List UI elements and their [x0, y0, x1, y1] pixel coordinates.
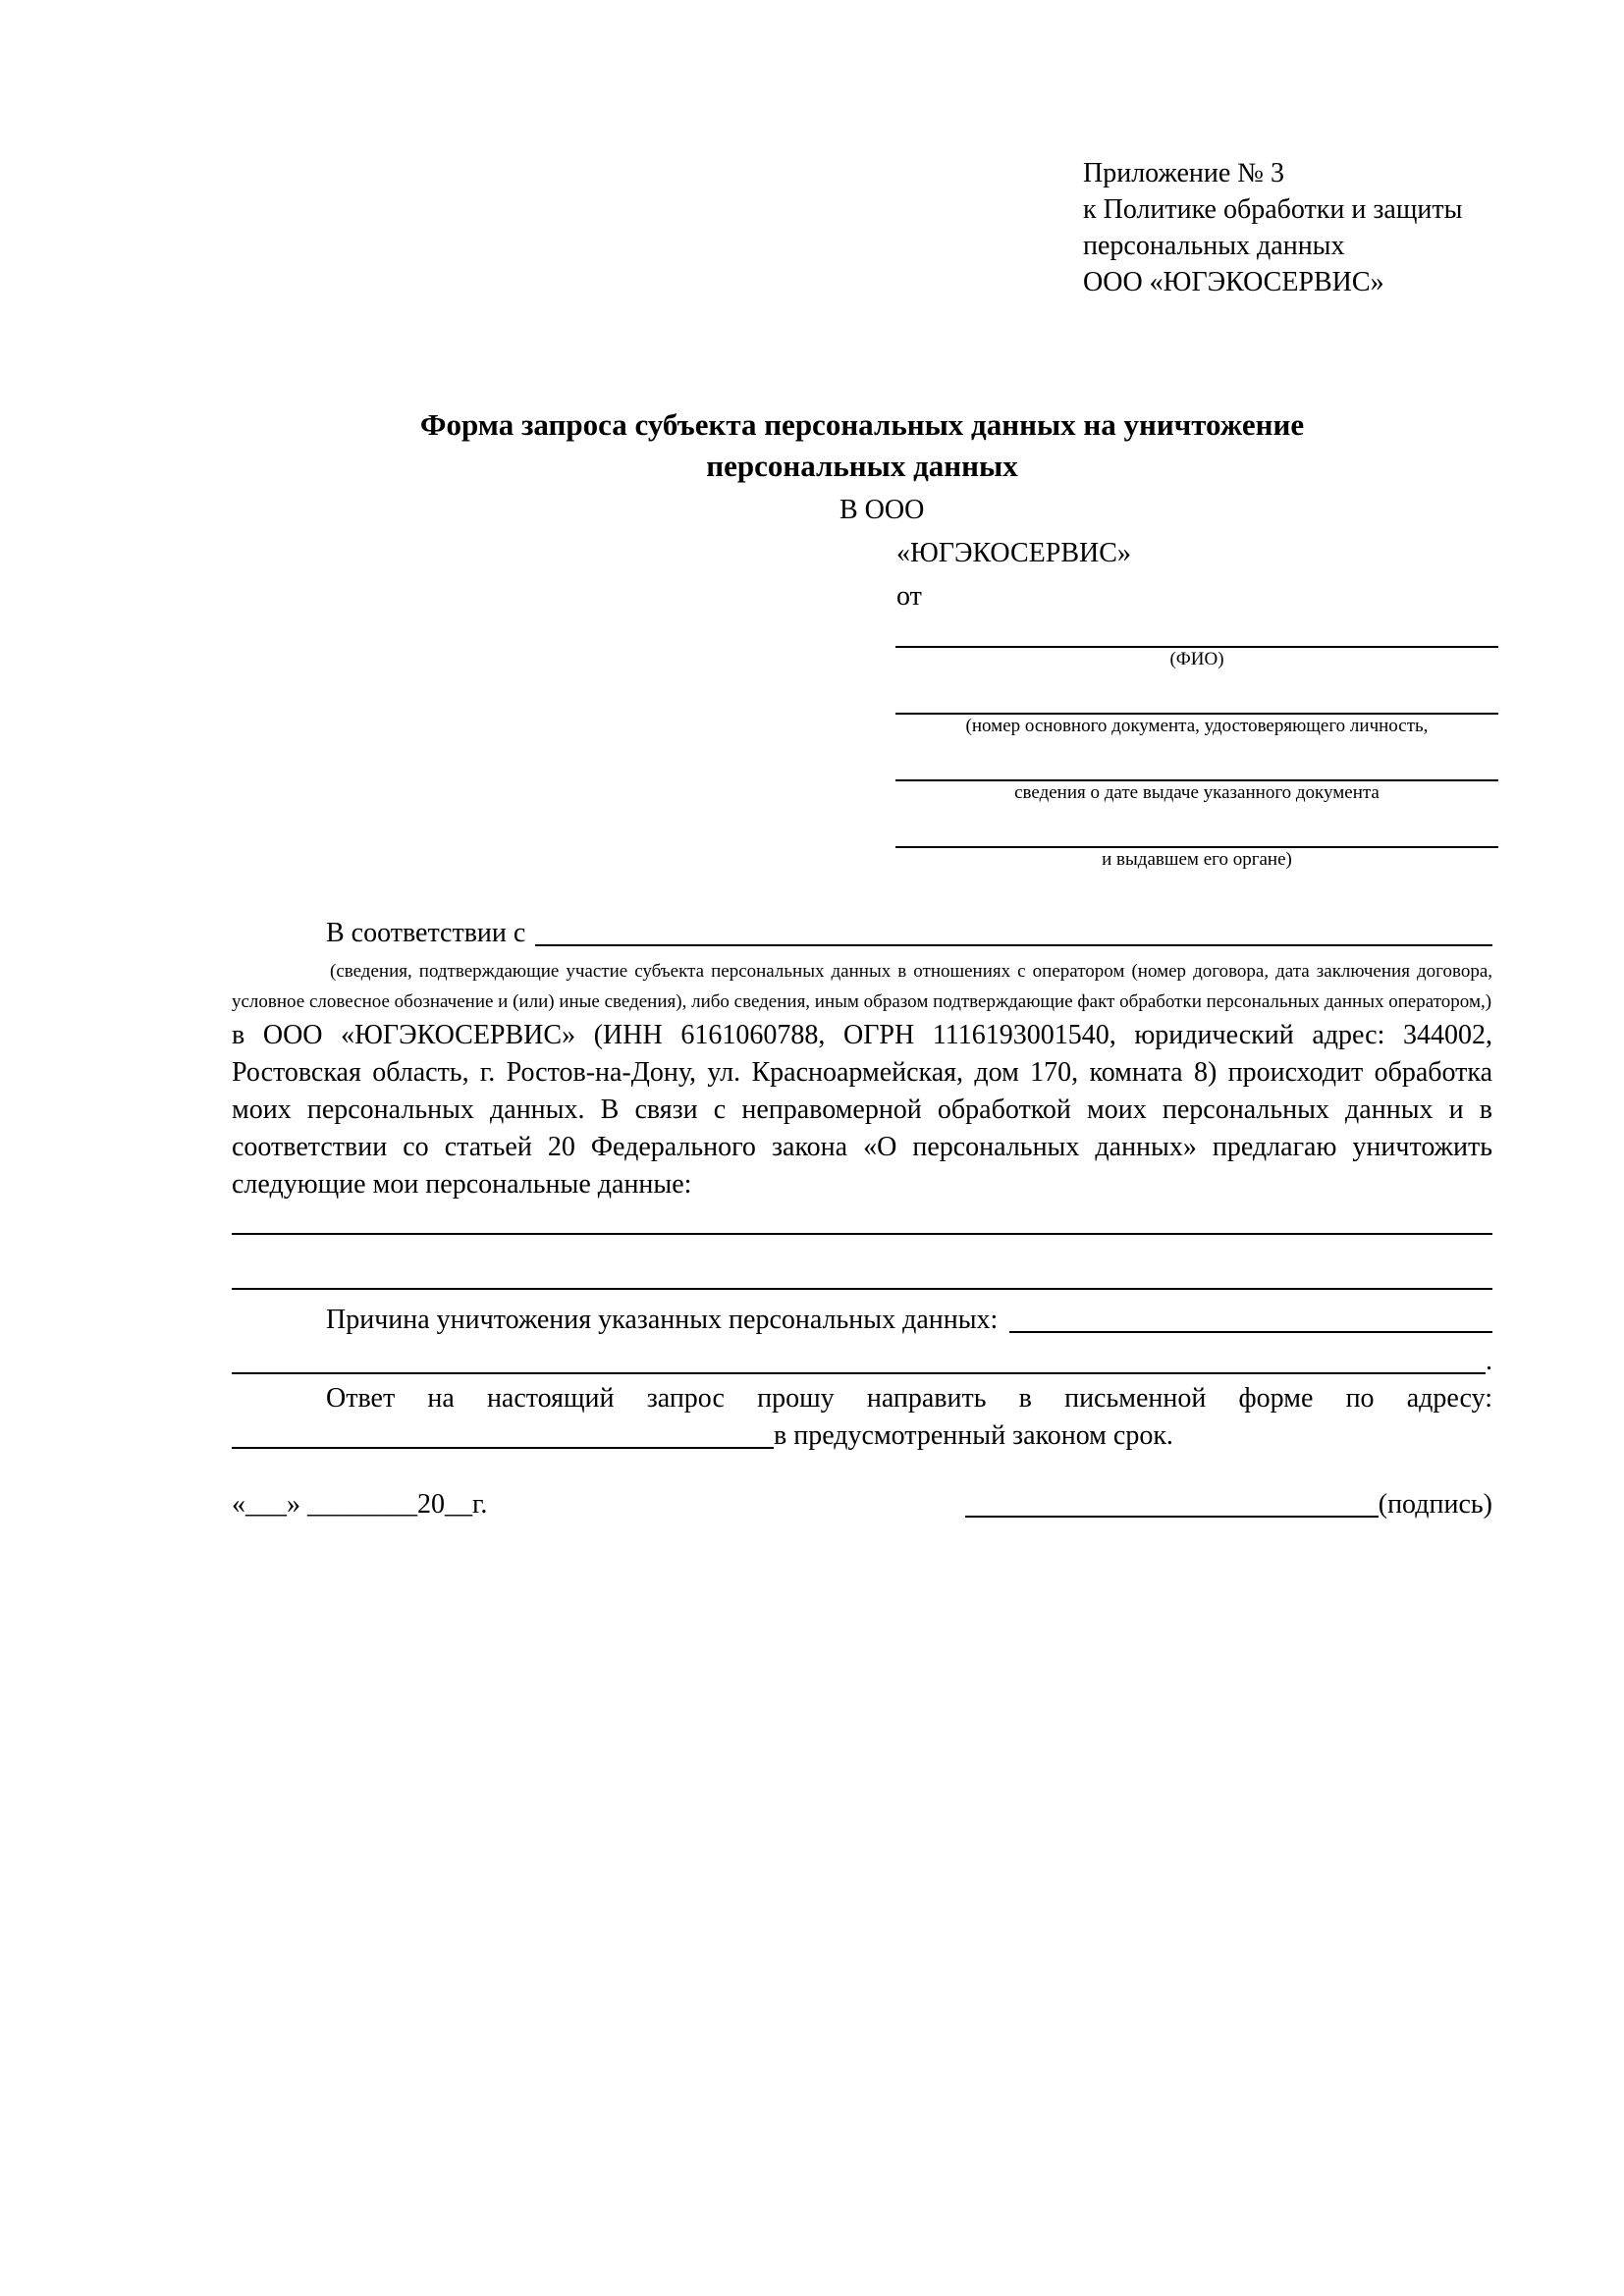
addressee-org-name: «ЮГЭКОСЕРВИС» — [896, 538, 1131, 568]
signature-blank-line — [965, 1516, 1379, 1518]
reason-row — [232, 1302, 1492, 1339]
data-to-destroy-blank-line-1 — [232, 1231, 1492, 1235]
fio-caption: (ФИО) — [1169, 649, 1224, 669]
document-title — [232, 404, 1492, 487]
appendix-header-line-4: ООО «ЮГЭКОСЕРВИС» — [1083, 267, 1384, 297]
main-paragraph: в ООО «ЮГЭКОСЕРВИС» (ИНН 6161060788, ОГРН 1116193001540, юридический адрес: 344002, Ростовская область, г. Ростов-на-Дону, ул. Красноармейская, дом 170, комната 8) происходит обработка моих персональных данных. В связи с неправомерной обработкой моих персональных данных и в соответствии со статьей 20 Федерального закона «О персональных данных» предлагаю уничтожить следующие мои персональные данные: — [232, 1020, 1492, 1200]
reason-blank-line-2 — [232, 1372, 1486, 1374]
response-address-row — [232, 1417, 1492, 1455]
applicant-fields — [895, 622, 1498, 872]
footer-row — [232, 1486, 1492, 1523]
reason-continuation-row — [232, 1343, 1492, 1380]
addressee-org-prefix: В ООО — [839, 495, 925, 525]
appendix-header — [1083, 155, 1492, 300]
reason-label: Причина уничтожения указанных персональных данных: — [326, 1305, 999, 1335]
document-number-blank-line — [895, 689, 1498, 715]
reason-line-period: . — [1486, 1346, 1492, 1376]
issuing-authority-caption: и выдавшем его органе) — [1102, 849, 1292, 870]
accordance-row — [232, 915, 1492, 952]
appendix-header-line-2: к Политике обработки и защиты — [1083, 194, 1463, 225]
reason-blank-line — [1009, 1331, 1492, 1333]
response-suffix-text: в предусмотренный законом срок. — [774, 1420, 1173, 1451]
addressee-from-label: от — [896, 581, 922, 612]
document-title-line-1: Форма запроса субъекта персональных данных на уничтожение — [419, 407, 1305, 442]
issue-date-caption: сведения о дате выдаче указанного документа — [1014, 782, 1380, 803]
issue-date-blank-line — [895, 756, 1498, 781]
accordance-caption: (сведения, подтверждающие участие субъекта персональных данных в отношениях с оператором (номер договора, дата заключения договора, условное словесное обозначение и (или) иные сведения), либо сведения, иным образом подтверждающие факт обработки персональных данных оператором,) — [232, 961, 1492, 1012]
addressee-block — [232, 489, 1492, 618]
date-line: «___» ________20__г. — [232, 1489, 488, 1520]
document-title-line-2: персональных данных — [706, 449, 1018, 483]
accordance-prefix: В соответствии с — [326, 918, 526, 948]
document-number-caption: (номер основного документа, удостоверяющего личность, — [965, 716, 1429, 736]
appendix-header-line-1: Приложение № 3 — [1083, 158, 1284, 188]
response-address-blank-line — [232, 1447, 774, 1449]
fio-blank-line — [895, 622, 1498, 648]
signature-caption: (подпись) — [1378, 1489, 1492, 1520]
accordance-blank-line — [535, 944, 1492, 946]
response-request-text: Ответ на настоящий запрос прошу направить в письменной форме по адресу: — [326, 1383, 1492, 1414]
issuing-authority-blank-line — [895, 823, 1498, 848]
signature-group — [965, 1486, 1492, 1523]
appendix-header-line-3: персональных данных — [1083, 231, 1345, 261]
data-to-destroy-blank-line-2 — [232, 1286, 1492, 1290]
